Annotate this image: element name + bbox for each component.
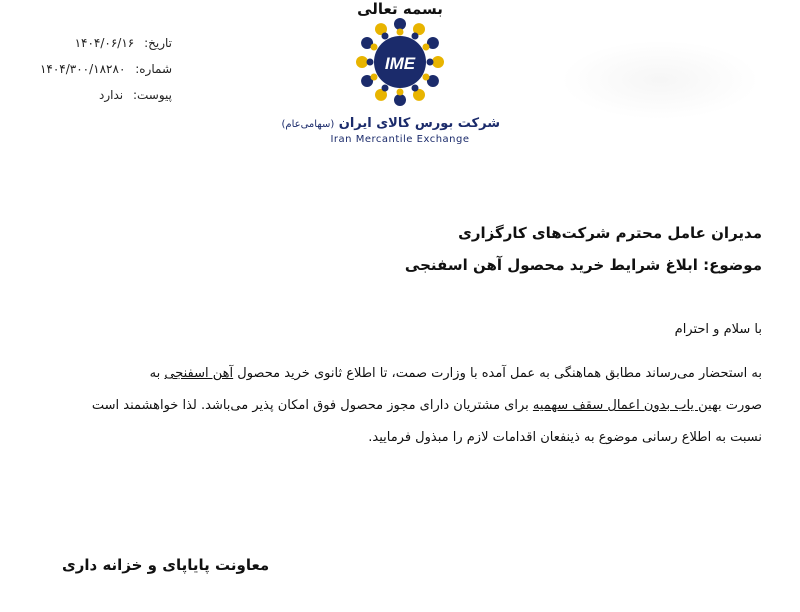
emblem-dot: [397, 89, 404, 96]
date-label: تاریخ:: [144, 36, 172, 50]
attachment-label: پیوست:: [132, 88, 172, 102]
emblem-dot: [412, 84, 419, 91]
number-label: شماره:: [135, 62, 172, 76]
emblem-dot: [382, 33, 389, 40]
emblem-dot: [382, 84, 389, 91]
logo-name-fa-main: شرکت بورس کالای ایران: [338, 116, 500, 131]
underlined-product: آهن اسفنجی: [164, 366, 234, 381]
emblem-dot: [394, 18, 406, 30]
date-row: [12, 30, 172, 56]
body-line-1: به استحضار می‌رساند مطابق هماهنگی به عمل آمده با وزارت صمت، تا اطلاع ثانوی خرید محصول آهن اسفنجی به: [149, 366, 762, 381]
greeting-line: با سلام و احترام: [674, 322, 762, 337]
body-line-2: صورت بهین یاب بدون اعمال سقف سهمیه برای مشتریان دارای مجوز محصول فوق امکان پذیر می‌باشد. لذا خواهشمند است: [91, 398, 762, 413]
emblem-dot: [412, 33, 419, 40]
signature-line: معاونت پایاپای و خزانه داری: [62, 556, 270, 574]
underlined-condition: بهین یاب بدون اعمال سقف سهمیه: [532, 398, 722, 413]
ime-emblem-icon: [352, 14, 448, 110]
emblem-dot: [432, 56, 444, 68]
letter-body: [38, 358, 762, 454]
attachment-row: [12, 82, 172, 108]
logo-name-en: Iran Mercantile Exchange: [330, 134, 470, 145]
emblem-dot: [371, 44, 378, 51]
date-value: ۱۴۰۴/۰۶/۱۶: [74, 36, 135, 50]
emblem-dot: [367, 59, 374, 66]
logo-name-fa-sub: (سهامی‌عام): [281, 119, 335, 130]
emblem-dot: [397, 29, 404, 36]
body-line-3: نسبت به اطلاع رسانی موضوع به ذینفعان اقدامات لازم را مبذول فرمایید.: [368, 430, 762, 445]
emblem-dot: [356, 56, 368, 68]
logo-name-fa: [281, 116, 500, 131]
number-value: ۱۴۰۴/۳۰۰/۱۸۲۸۰: [39, 62, 126, 76]
emblem-dot: [427, 59, 434, 66]
company-logo: [281, 14, 500, 154]
emblem-dot: [422, 74, 429, 81]
emblem-dot: [371, 74, 378, 81]
recipient-line: مدیران عامل محترم شرکت‌های کارگزاری: [458, 224, 762, 242]
emblem-dot: [422, 44, 429, 51]
attachment-value: ندارد: [99, 88, 124, 102]
number-row: [12, 56, 172, 82]
letter-meta: [12, 30, 172, 108]
logo-mark-text: IME: [384, 54, 416, 73]
bismillah-heading: بسمه تعالی: [357, 0, 443, 18]
emblem-dot: [394, 94, 406, 106]
subject-line: موضوع: ابلاغ شرایط خرید محصول آهن اسفنجی: [404, 256, 762, 274]
watermark-ghost: [560, 40, 760, 120]
